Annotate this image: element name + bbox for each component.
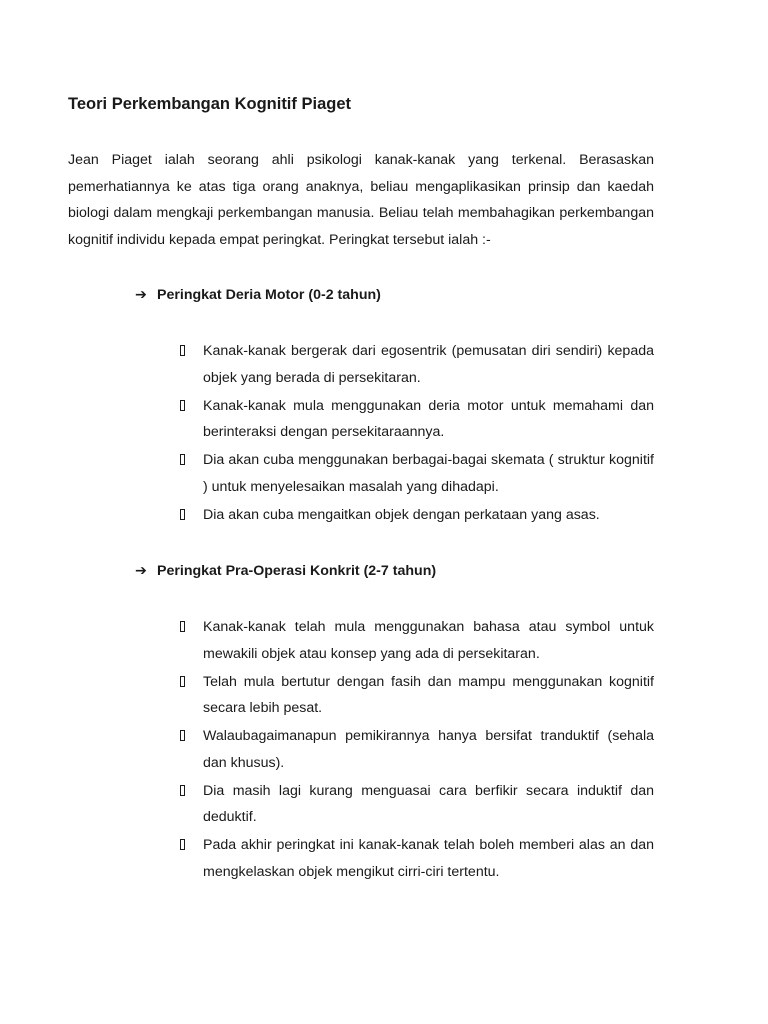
box-bullet-icon bbox=[180, 400, 185, 411]
box-bullet-icon bbox=[180, 785, 185, 796]
list-item bbox=[180, 447, 654, 500]
list-item bbox=[180, 832, 654, 885]
box-bullet-icon bbox=[180, 345, 185, 356]
list-item-text: Telah mula bertutur dengan fasih dan mampu menggunakan kognitif secara lebih pesat. bbox=[203, 673, 654, 716]
list-item bbox=[180, 393, 654, 446]
list-item-text: Dia akan cuba menggunakan berbagai-bagai skemata ( struktur kognitif ) untuk menyelesaikan masalah yang dihadapi. bbox=[203, 452, 654, 495]
list-item bbox=[180, 669, 654, 722]
list-item bbox=[180, 502, 654, 529]
list-item bbox=[180, 338, 654, 391]
list-item-text: Kanak-kanak mula menggunakan deria motor untuk memahami dan berinteraksi dengan persekitaraannya. bbox=[203, 397, 654, 440]
list-item-text: Dia akan cuba mengaitkan objek dengan perkataan yang asas. bbox=[203, 506, 600, 523]
list-item-text: Kanak-kanak bergerak dari egosentrik (pemusatan diri sendiri) kepada objek yang berada di persekitaran. bbox=[203, 343, 654, 386]
box-bullet-icon bbox=[180, 730, 185, 741]
intro-paragraph: Jean Piaget ialah seorang ahli psikologi kanak-kanak yang terkenal. Berasaskan pemerhatiannya ke atas tiga orang anaknya, beliau mengaplikasikan prinsip dan kaedah biologi dalam mengkaji perkembangan manusia. Beliau telah membahagikan perkembangan kognitif individu kepada empat peringkat. Peringkat tersebut ialah :- bbox=[68, 152, 654, 248]
bullet-list bbox=[180, 338, 654, 530]
arrow-right-icon: ➔ bbox=[135, 287, 147, 303]
box-bullet-icon bbox=[180, 839, 185, 850]
list-item bbox=[180, 614, 654, 667]
list-item bbox=[180, 723, 654, 776]
box-bullet-icon bbox=[180, 454, 185, 465]
box-bullet-icon bbox=[180, 621, 185, 632]
box-bullet-icon bbox=[180, 676, 185, 687]
list-item-text: Kanak-kanak telah mula menggunakan bahasa atau symbol untuk mewakili objek atau konsep yang ada di persekitaran. bbox=[203, 619, 654, 662]
list-item-text: Dia masih lagi kurang menguasai cara berfikir secara induktif dan deduktif. bbox=[203, 782, 654, 825]
list-item-text: Pada akhir peringkat ini kanak-kanak telah boleh memberi alas an dan mengkelaskan objek mengikut cirri-ciri tertentu. bbox=[203, 837, 654, 880]
section-heading-label: Peringkat Deria Motor (0-2 tahun) bbox=[157, 287, 381, 303]
section-heading-label: Peringkat Pra-Operasi Konkrit (2-7 tahun) bbox=[157, 563, 437, 579]
list-item-text: Walaubagaimanapun pemikirannya hanya bersifat tranduktif (sehala dan khusus). bbox=[203, 728, 654, 771]
page-title: Teori Perkembangan Kognitif Piaget bbox=[68, 95, 351, 113]
bullet-list bbox=[180, 614, 654, 887]
box-bullet-icon bbox=[180, 509, 185, 520]
section-heading bbox=[135, 559, 436, 583]
section-heading bbox=[135, 283, 381, 307]
arrow-right-icon: ➔ bbox=[135, 563, 147, 579]
list-item bbox=[180, 778, 654, 831]
